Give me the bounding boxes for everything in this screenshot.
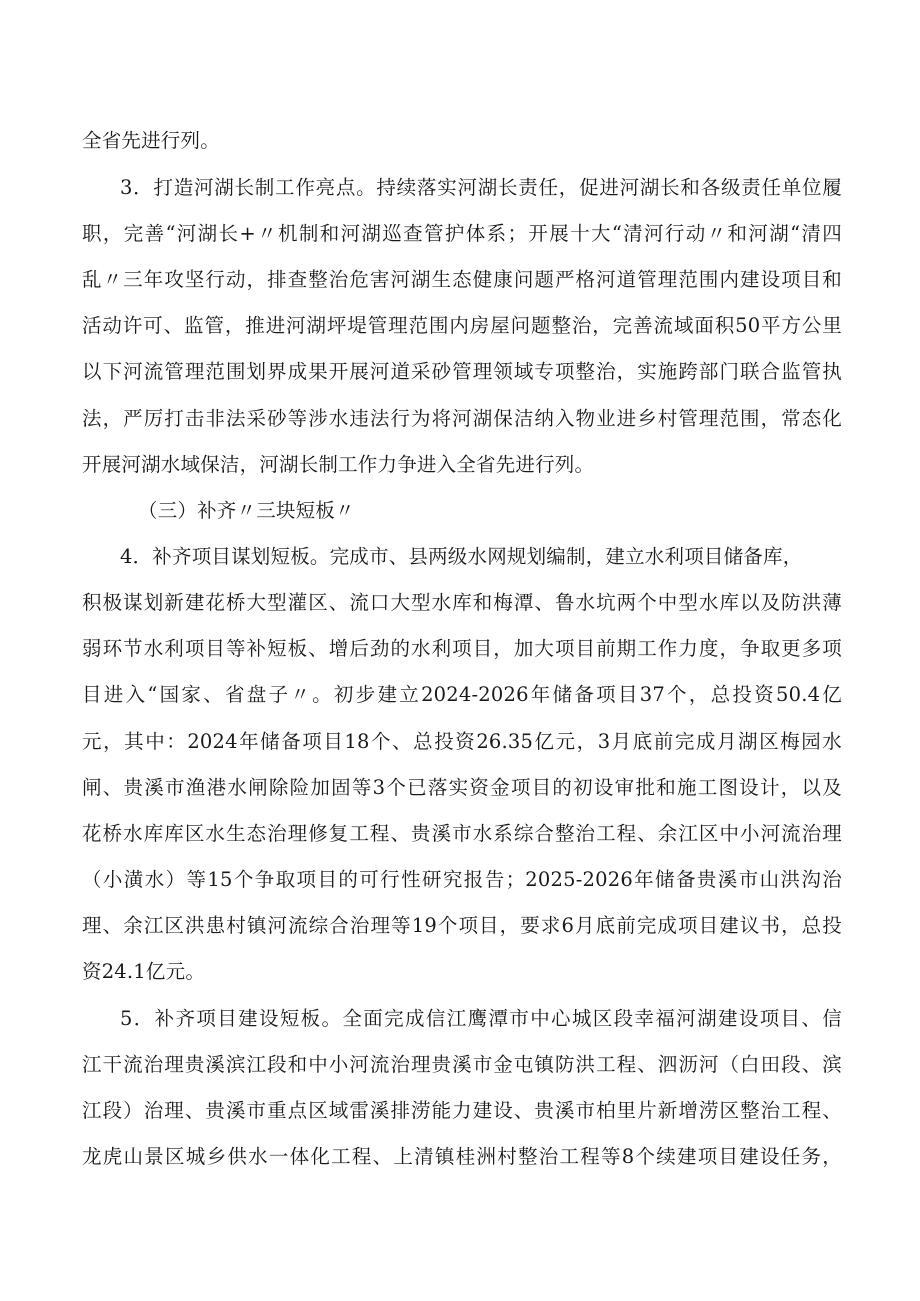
text-line-14: 元，其中：2024年储备项目18个、总投资26.35亿元，3月底前完成月湖区梅园水 (82, 730, 842, 753)
text-line-13: 目进入“国家、省盘子〃。初步建立2024-2026年储备项目37个，总投资50.4亿 (82, 683, 842, 706)
text-line-3: 职，完善“河湖长+〃机制和河湖巡查管护体系；开展十大“清河行动〃和河湖“清四 (82, 222, 842, 245)
text-line-12: 弱环节水利项目等补短板、增后劲的水利项目，加大项目前期工作力度，争取更多项 (82, 637, 842, 660)
text-line-11: 积极谋划新建花桥大型灌区、流口大型水库和梅潭、鲁水坑两个中型水库以及防洪薄 (82, 591, 842, 614)
text-line-18: 理、余江区洪患村镇河流综合治理等19个项目，要求6月底前完成项目建议书，总投 (82, 914, 842, 937)
text-line-5: 活动许可、监管，推进河湖坪堤管理范围内房屋问题整治，完善流域面积50平方公里 (82, 314, 842, 337)
text-line-21: 江干流治理贵溪滨江段和中小河流治理贵溪市金屯镇防洪工程、泗沥河（白田段、滨 (82, 1053, 842, 1076)
text-line-22: 江段）治理、贵溪市重点区域雷溪排涝能力建设、贵溪市柏里片新增涝区整治工程、 (82, 1099, 842, 1122)
text-line-4: 乱〃三年攻坚行动，排查整治危害河湖生态健康问题严格河道管理范围内建设项目和 (82, 268, 842, 291)
text-line-6: 以下河流管理范围划界成果开展河道采砂管理领域专项整治，实施跨部门联合监管执 (82, 360, 842, 383)
text-line-8: 开展河湖水域保洁，河湖长制工作力争进入全省先进行列。 (82, 453, 595, 476)
text-line-19: 资24.1亿元。 (82, 960, 206, 983)
text-line-2: 3．打造河湖长制工作亮点。持续落实河湖长责任，促进河湖长和各级责任单位履 (120, 176, 842, 199)
text-line-7: 法，严厉打击非法采砂等涉水违法行为将河湖保洁纳入物业进乡村管理范围，常态化 (82, 407, 842, 430)
section-heading: （三）补齐〃三块短板〃 (138, 499, 355, 522)
text-line-1: 全省先进行列。 (82, 129, 220, 152)
text-line-17: （小潢水）等15个争取项目的可行性研究报告；2025-2026年储备贵溪市山洪沟治 (82, 868, 842, 891)
text-line-15: 闸、贵溪市渔港水闸除险加固等3个已落实资金项目的初设审批和施工图设计，以及 (82, 776, 842, 799)
text-line-20: 5．补齐项目建设短板。全面完成信江鹰潭市中心城区段幸福河湖建设项目、信 (120, 1007, 842, 1030)
text-line-10: 4．补齐项目谋划短板。完成市、县两级水网规划编制，建立水利项目储备库， (120, 545, 803, 568)
text-line-16: 花桥水库库区水生态治理修复工程、贵溪市水系综合整治工程、余江区中小河流治理 (82, 822, 842, 845)
text-line-23: 龙虎山景区城乡供水一体化工程、上清镇桂洲村整治工程等8个续建项目建设任务， (82, 1145, 842, 1168)
